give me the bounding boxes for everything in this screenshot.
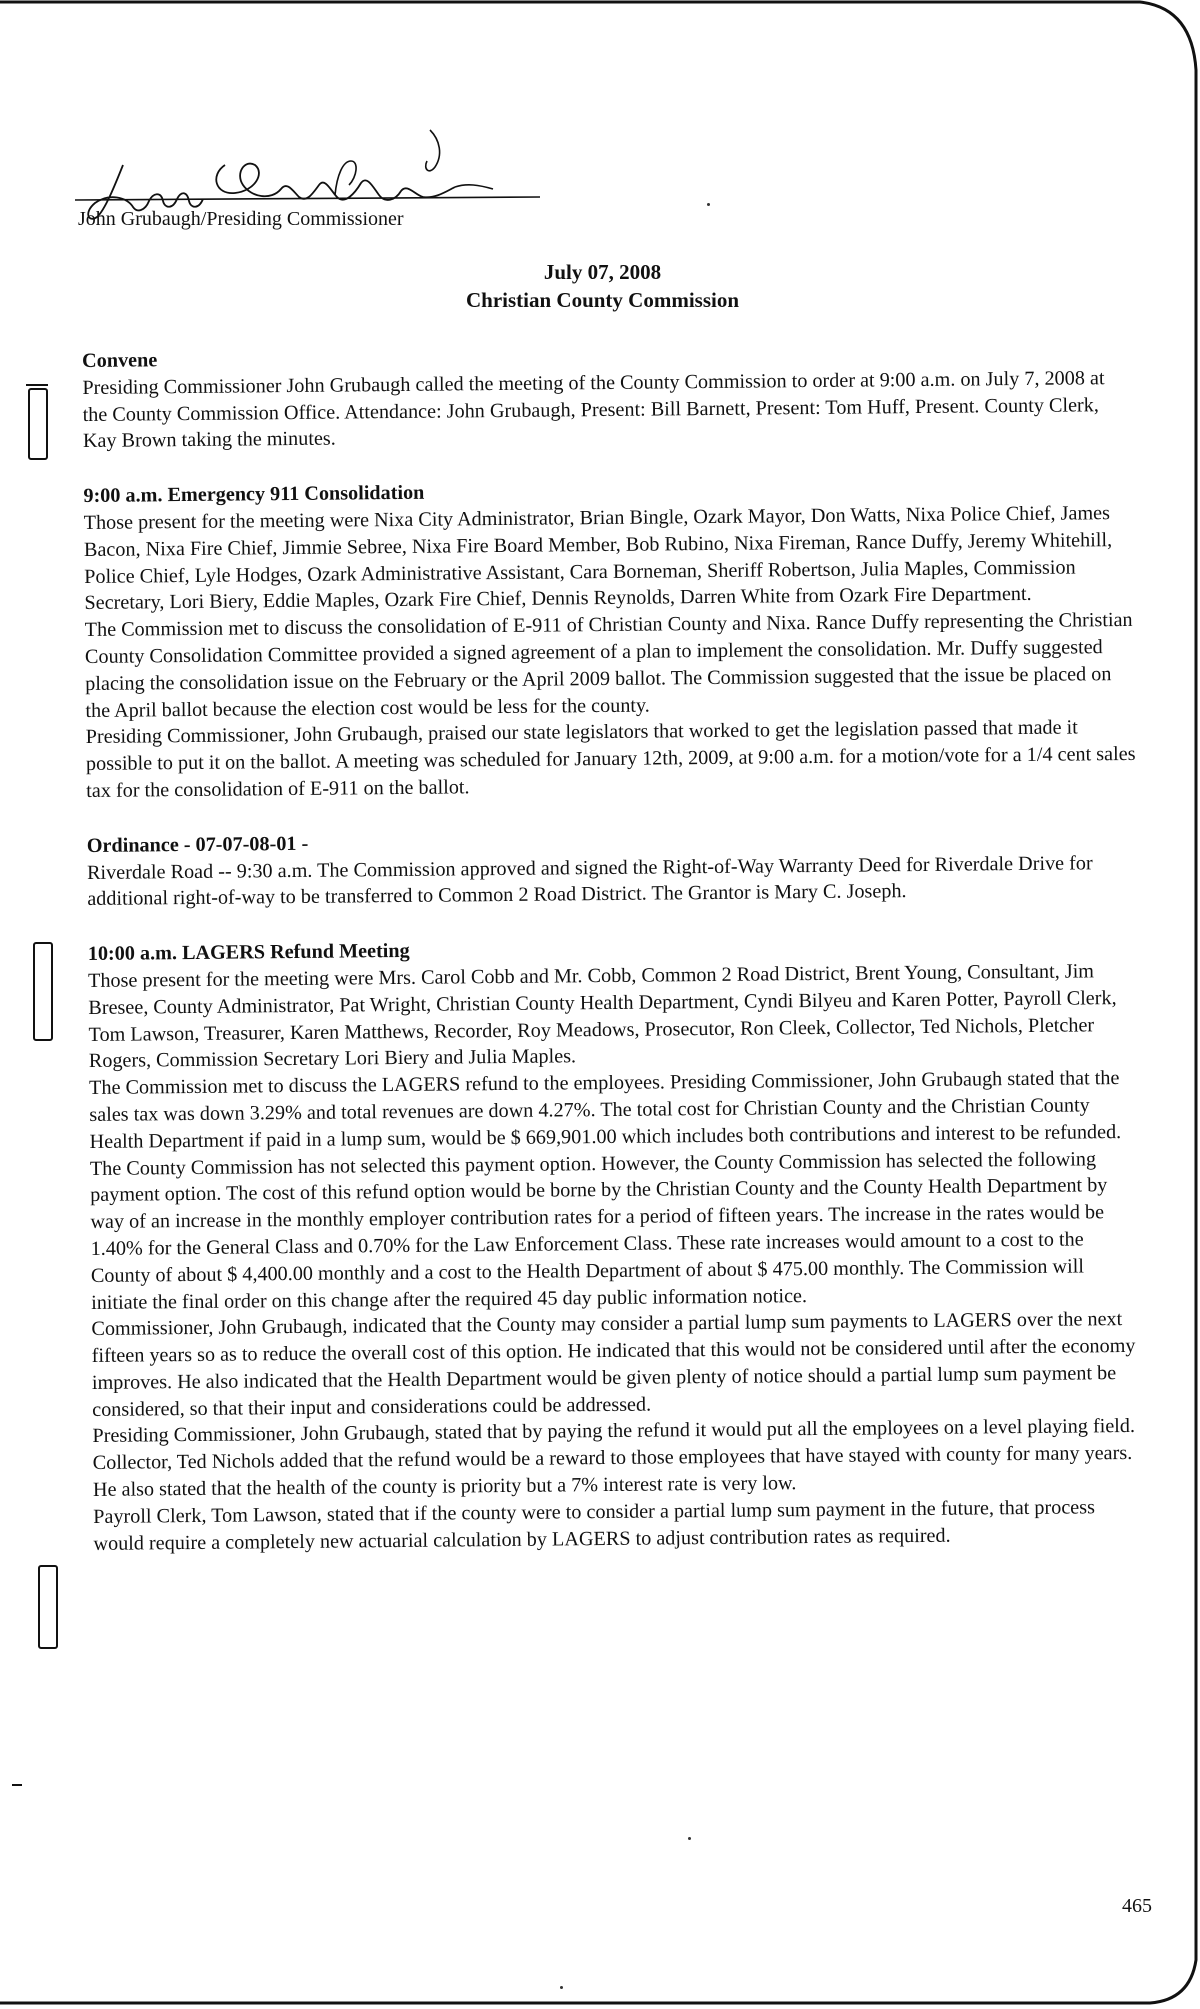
paragraph: Those present for the meeting were Nixa City Administrator, Brian Bingle, Ozark Mayor, Don Watts, Nixa Police Chief, James Bacon, Nixa Fire Chief, Jimmie Sebree, Nixa Fire Board Member, Bob Rubino, Nixa Fireman, Rance Duffy, Jeremy Whitehill, Police Chief, Lyle Hodges, Ozark Administrative Assistant, Cara Borneman, Sheriff Robertson, Julia Maples, Commission Secretary, Lori Biery, Eddie Maples, Ozark Fire Chief, Dennis Reynolds, Darren White from Ozark Fire Department.: [83, 502, 1113, 615]
speck-mark: [560, 1986, 563, 1989]
minutes-body: [82, 338, 1144, 1585]
meeting-date: July 07, 2008: [543, 260, 662, 284]
signature-caption: John Grubaugh/Presiding Commissioner: [78, 208, 404, 230]
section-heading: 10:00 a.m. LAGERS Refund Meeting: [87, 940, 410, 966]
paragraph: Presiding Commissioner John Grubaugh called the meeting of the County Commission to order at 9:00 a.m. on July 7, 2008 at the County Commission Office. Attendance: John Grubaugh, Present: Bill Barnett, Present: Tom Huff, Present. County Clerk, Kay Brown taking the minutes.: [82, 366, 1105, 453]
paragraph: Those present for the meeting were Mrs. Carol Cobb and Mr. Cobb, Common 2 Road District, Brent Young, Consultant, Jim Bresee, County Administrator, Pat Wright, Christian County Health Department, Cyndi Bilyeu and Karen Potter, Payroll Clerk, Tom Lawson, Treasurer, Karen Matthews, Recorder, Roy Meadows, Prosecutor, Ron Cleek, Collector, Ted Nichols, Pletcher Rogers, Commission Secretary Lori Biery and Julia Maples.: [87, 960, 1117, 1073]
paragraph: The Commission met to discuss the consolidation of E-911 of Christian County and Nixa. Rance Duffy representing the Christian County Consolidation Committee provided a signed agreement of a plan to implement the consolidation. Mr. Duffy suggested placing the consolidation issue on the February or the April 2009 ballot. The Commission suggested that the issue be placed on the April ballot because the election cost would be less for the county.: [84, 609, 1133, 722]
paragraph: The Commission met to discuss the LAGERS refund to the employees. Presiding Commissioner, John Grubaugh stated that the sales tax was down 3.29% and total revenues are down 4.27%. The total cost for Christian County and the Christian County Health Department if paid in a lump sum, would be $ 669,901.00 which includes both contributions and interest to be refunded. The County Commission has not selected this payment option. However, the County Commission has selected the following payment option. The cost of this refund option would be borne by the Christian County and the County Health Department by way of an increase in the monthly employer contribution rates for a period of fifteen years. The increase in the rates would be 1.40% for the General Class and 0.70% for the Law Enforcement Class. These rate increases would amount to a cost to the County of about $ 4,400.00 monthly and a cost to the Health Department of about $ 475.00 monthly. The Commission will initiate the final order on this change after the required 45 day public information notice.: [88, 1067, 1122, 1314]
paragraph: Presiding Commissioner, John Grubaugh, stated that by paying the refund it would put all the employees on a level playing field.: [92, 1415, 1136, 1448]
section-heading: 9:00 a.m. Emergency 911 Consolidation: [83, 481, 425, 508]
document-header: [0, 258, 1200, 314]
margin-bracket-mark: [28, 388, 48, 460]
section-convene: [82, 338, 1133, 455]
speck-mark: [688, 1837, 691, 1840]
speck-mark: [707, 203, 710, 206]
paragraph: Riverdale Road -- 9:30 a.m. The Commission approved and signed the Right-of-Way Warranty Deed for Riverdale Drive for additional right-of-way to be transferred to Common 2 Road District. The Grantor is Mary C. Joseph.: [86, 851, 1093, 911]
section-heading: Convene: [82, 349, 158, 372]
paragraph: Presiding Commissioner, John Grubaugh, praised our state legislators that worked to get the legislation passed that made it possible to put it on the ballot. A meeting was scheduled for January 12th, 2009, at 9:00 a.m. for a motion/vote for a 1/4 cent sales tax for the consolidation of E-911 on the ballot.: [85, 716, 1136, 802]
section-heading: Ordinance - 07-07-08-01 -: [86, 832, 309, 857]
margin-bracket-mark: [33, 942, 53, 1041]
margin-tick-mark: [12, 1784, 22, 1786]
section-lagers-refund: [88, 931, 1144, 1557]
margin-bracket-mark: [38, 1565, 58, 1649]
commission-title: Christian County Commission: [465, 288, 740, 312]
paragraph: Collector, Ted Nichols added that the refund would be a reward to those employees that have stayed with county for many years. He also stated that the health of the county is priority but a 7% interest rate is very low.: [92, 1442, 1133, 1502]
margin-tick-mark: [26, 384, 48, 386]
section-ordinance: [87, 823, 1138, 913]
section-emergency-911: [83, 473, 1136, 805]
page-number: 465: [1122, 1895, 1152, 1917]
paragraph: Commissioner, John Grubaugh, indicated that the County may consider a partial lump sum payments to LAGERS over the next fifteen years so as to reduce the overall cost of this option. He indicated that this would not be considered until after the economy improves. He also indicated that the Health Department would be given plenty of notice should a partial lump sum payment be considered, so that their input and considerations could be addressed.: [91, 1308, 1136, 1421]
paragraph: Payroll Clerk, Tom Lawson, stated that if the county were to consider a partial lump sum payment in the future, that process would require a completely new actuarial calculation by LAGERS to adjust contribution rates as required.: [93, 1496, 1096, 1555]
signature-block: [75, 125, 555, 235]
